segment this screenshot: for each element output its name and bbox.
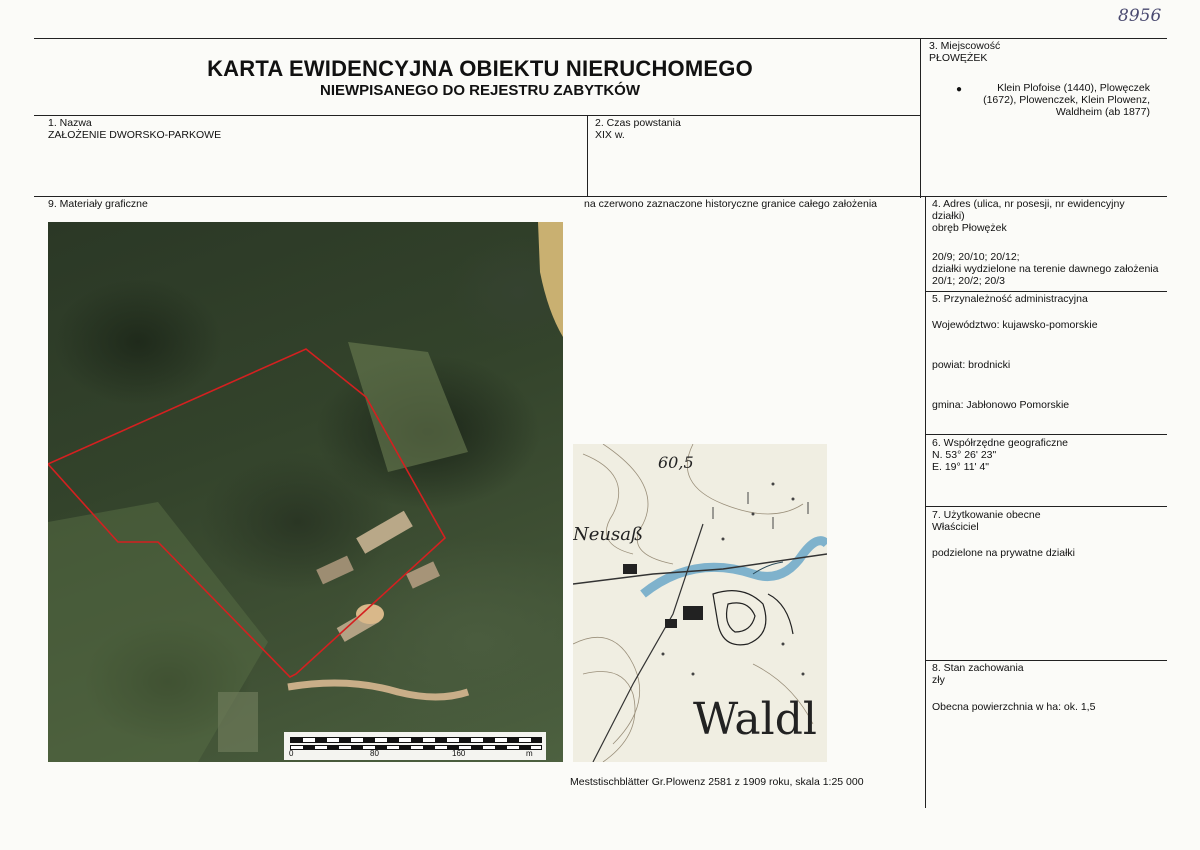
building-2	[406, 561, 440, 588]
bullet-icon: ●	[956, 84, 963, 95]
card-title: KARTA EWIDENCYJNA OBIEKTU NIERUCHOMEGO	[207, 56, 753, 81]
scale-label-160: 160	[452, 749, 466, 758]
field-condition-value: zły	[932, 674, 945, 686]
field-address-obreb: obręb Płowężek	[932, 222, 1007, 234]
photo-note: na czerwono zaznaczone historyczne granice całego założenia	[584, 198, 878, 210]
field-date-label: 2. Czas powstania	[595, 117, 681, 129]
tree-symbols	[662, 483, 805, 676]
aerial-photo	[48, 222, 563, 762]
manor-building	[683, 606, 703, 620]
frame-divider-8	[925, 660, 1167, 661]
field-usage-value: Właściciel	[932, 521, 979, 533]
field-usage-label: 7. Użytkowanie obecne	[932, 509, 1041, 521]
village-building	[623, 564, 637, 574]
field-admin-commune: gmina: Jabłonowo Pomorskie	[932, 399, 1070, 411]
frame-col-right-lower	[925, 196, 926, 808]
frame-divider-main	[34, 196, 1167, 197]
dirt-road	[288, 683, 468, 697]
field-usage-note: podzielone na prywatne działki	[932, 547, 1076, 559]
building-1	[356, 511, 413, 554]
field-admin-label: 5. Przynależność administracyjna	[932, 293, 1088, 305]
field-address-note: działki wydzielone na terenie dawnego założenia 20/1; 20/2; 20/3	[932, 263, 1159, 287]
clearing-patch	[348, 342, 468, 472]
field-graphics-label: 9. Materiały graficzne	[48, 198, 148, 210]
field-coords-lat: N. 53° 26' 23"	[932, 449, 997, 461]
frame-top	[34, 38, 1167, 39]
scale-label-unit: m	[526, 749, 533, 758]
road-secondary	[593, 524, 703, 762]
historic-map	[573, 444, 827, 762]
park-paths	[713, 591, 793, 645]
map-place-neusass: Neusaß	[573, 524, 643, 545]
scale-label-80: 80	[370, 749, 379, 758]
field-locality-historic-names: Klein Plofoise (1440), Plowęczek (1672), Plowenczek, Klein Plowenz, Waldheim (ab 1877)	[983, 82, 1150, 118]
frame-divider-7	[925, 506, 1167, 507]
field-admin-voivodeship: Województwo: kujawsko-pomorskie	[932, 319, 1098, 331]
scale-label-0: 0	[289, 749, 294, 758]
field-name-value: ZAŁOŻENIE DWORSKO-PARKOWE	[48, 129, 222, 141]
field-date-value: XIX w.	[595, 129, 625, 141]
field-coords-lon: E. 19° 11' 4"	[932, 461, 990, 473]
field-name-label: 1. Nazwa	[48, 117, 92, 129]
map-place-waldheim: Waldl	[693, 694, 817, 745]
field-address-label: 4. Adres (ulica, nr posesji, nr ewidencyjny działki)	[932, 198, 1125, 222]
field-patch	[538, 222, 563, 337]
card-subtitle: NIEWPISANEGO DO REJESTRU ZABYTKÓW	[319, 82, 641, 99]
scale-bar	[284, 732, 546, 760]
farm-building	[665, 619, 677, 628]
frame-divider-title	[34, 115, 920, 116]
field-condition-area: Obecna powierzchnia w ha: ok. 1,5	[932, 701, 1096, 713]
building-3	[316, 556, 354, 585]
field-admin-county: powiat: brodnicki	[932, 359, 1011, 371]
map-caption: Meststischblätter Gr.Plowenz 2581 z 1909 roku, skala 1:25 000	[570, 776, 864, 788]
frame-divider-5	[925, 291, 1167, 292]
scale-bar-ruler-lower	[290, 745, 542, 750]
conifer-symbols	[713, 492, 808, 529]
field-address-numbers: 20/9; 20/10; 20/12;	[932, 251, 1020, 263]
field-locality-label: 3. Miejscowość	[929, 40, 1001, 52]
field-condition-label: 8. Stan zachowania	[932, 662, 1024, 674]
field-locality-value: PŁOWĘŻEK	[929, 52, 988, 64]
scale-bar-ruler	[290, 737, 542, 743]
handwritten-number: 8956	[1118, 6, 1162, 26]
map-elevation-label: 60,5	[658, 453, 694, 472]
field-coords-label: 6. Współrzędne geograficzne	[932, 437, 1068, 449]
frame-divider-6	[925, 434, 1167, 435]
garden-plots	[218, 692, 258, 752]
frame-col-date	[587, 115, 588, 197]
